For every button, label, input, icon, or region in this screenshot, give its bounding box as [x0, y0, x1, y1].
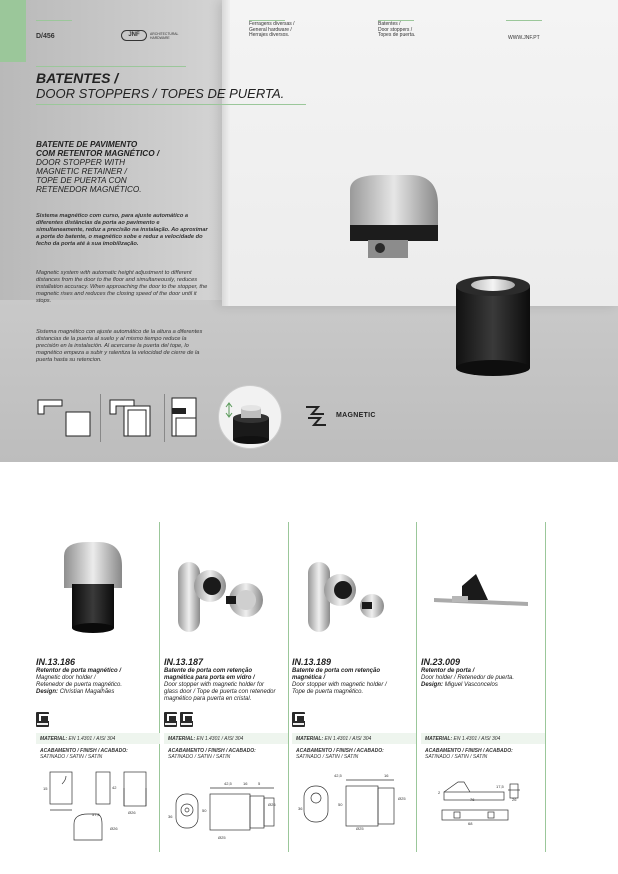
header-rule: [36, 20, 72, 21]
product-name: magnética para porta em vidro /: [164, 675, 255, 681]
magnetic-badge-icon: [292, 712, 305, 727]
product-name: magnética /: [292, 675, 326, 681]
product-name-es: glass door / Tope de puerta con retenedor: [164, 689, 276, 695]
product-name-en: Door stopper with magnetic holder for: [164, 682, 265, 688]
product-name-es: Retenedor de puerta magnético.: [36, 682, 123, 688]
dimension: 17,5: [496, 784, 504, 789]
dimension: 5: [258, 781, 261, 786]
material-label: MATERIAL:: [40, 736, 68, 742]
material-text: [296, 736, 371, 742]
column-divider: [416, 522, 417, 852]
product-code: IN.13.186: [36, 657, 76, 667]
logo-subtitle: ARCHITECTURAL HARDWARE: [150, 32, 179, 40]
product-name-en: Door stopper with magnetic holder /: [292, 682, 387, 688]
product-name-en: Magnetic door holder /: [36, 675, 96, 681]
material-value: EN 1.4301 / AISI 304: [453, 736, 501, 742]
dimension: 50: [202, 808, 207, 813]
green-corner-tab: [0, 0, 26, 62]
page-title: BATENTES /: [36, 70, 119, 86]
design-label: Design:: [36, 689, 59, 695]
description-es: Sistema magnético con ajuste automático de la altura a diferentes distancias de la puerta al suelo y al mismo tiempo reduce la precisión en la instalación. Al acercarse la puerta del tope, lo magnético empeza a subir y ralentiza la velocidad de cierre de la puerta hasta su retencion.: [36, 329, 203, 364]
divider: [164, 394, 165, 442]
description-pt: Sistema magnético com curso, para ajuste automático a diferentes distâncias da porta ao pavimento e simultaneamente, reduz a precisão na instalação. Ao aproximar a porta do batente, o magnético sobe e reduz a velocidade do fecho da porta até à sua imobilização.: [36, 213, 208, 248]
heading-line: MAGNETIC RETAINER /: [36, 167, 127, 176]
material-value: EN 1.4301 / AISI 304: [68, 736, 116, 742]
dimension: Ø25: [218, 835, 226, 840]
product-code: IN.13.187: [164, 657, 204, 667]
dimension: 36: [168, 814, 173, 819]
material-label: MATERIAL:: [296, 736, 324, 742]
product-name: Retentor de porta magnético /: [36, 668, 122, 674]
dimension: 42,5: [334, 773, 342, 778]
magnetic-label: MAGNETIC: [336, 412, 376, 419]
jnf-logo: JNF: [121, 30, 147, 41]
dimension: 57,5: [92, 812, 100, 817]
category-line: Herrajes diversos.: [249, 32, 290, 38]
category-line: Door stoppers /: [378, 26, 413, 33]
product-image-in-13-189: [300, 556, 406, 636]
dimension: Ø25: [398, 796, 406, 801]
detail-circle: [218, 385, 282, 449]
technical-drawing-3: [296, 776, 412, 842]
divider: [100, 394, 101, 442]
dimension: 36: [298, 806, 303, 811]
dimension: 68: [468, 821, 473, 826]
product-image-in-13-186: [58, 540, 128, 636]
dimension: 2: [438, 790, 441, 795]
column-divider: [288, 522, 289, 852]
technical-drawing-1: [40, 766, 150, 848]
product-name: Batente de porta com retenção: [164, 668, 253, 674]
dimension: 76: [470, 797, 475, 802]
finish-label: ACABAMENTO / FINISH / ACABADO:: [40, 748, 128, 754]
design-label: Design:: [421, 682, 444, 688]
dimension: 42,5: [224, 781, 232, 786]
product-name-es: Tope de puerta magnético.: [292, 689, 364, 695]
material-text: [168, 736, 243, 742]
finish-text: [40, 748, 128, 760]
glass-install-icon: [170, 396, 200, 440]
product-description: [292, 668, 416, 696]
heading-line: DOOR STOPPER WITH: [36, 158, 126, 167]
designer-name: Miguel Vasconcelos: [444, 682, 498, 688]
material-text: [425, 736, 500, 742]
heading-bold: COM RETENTOR MAGNÉTICO /: [36, 149, 160, 158]
dimension: Ø26: [128, 810, 136, 815]
category-stoppers: [378, 22, 415, 39]
finish-label: ACABAMENTO / FINISH / ACABADO:: [168, 748, 256, 754]
finish-label: ACABAMENTO / FINISH / ACABADO:: [296, 748, 384, 754]
finish-label: ACABAMENTO / FINISH / ACABADO:: [425, 748, 513, 754]
door-holder-image: [340, 170, 450, 265]
page-number: D/456: [36, 33, 55, 40]
stopper-detail-image: [219, 386, 283, 450]
dimension: 42: [112, 785, 117, 790]
magnetic-icon: [302, 404, 332, 430]
technical-drawing-4: [440, 776, 540, 826]
product-code: IN.13.189: [292, 657, 332, 667]
magnetic-badge-icon: [180, 712, 193, 727]
category-line: Topes de puerta.: [378, 32, 416, 38]
website-link[interactable]: WWW.JNF.PT: [508, 35, 540, 41]
dimension: Ø26: [110, 826, 118, 831]
material-label: MATERIAL:: [168, 736, 196, 742]
product-description: [164, 668, 288, 703]
column-divider: [545, 522, 546, 852]
finish-text: [425, 748, 513, 760]
material-text: [40, 736, 115, 742]
dimension: Ø26: [268, 802, 276, 807]
offset-install-icon: [108, 396, 160, 440]
category-line: Batentes /: [378, 21, 401, 27]
material-label: MATERIAL:: [425, 736, 453, 742]
technical-drawing-2: [168, 778, 284, 844]
floor-stopper-image: [448, 272, 538, 392]
dimension: 16: [243, 781, 248, 786]
material-value: EN 1.4301 / AISI 304: [196, 736, 244, 742]
finish-value: SATINADO / SATIN / SATIN: [168, 754, 231, 760]
designer-name: Christian Magalhães: [59, 689, 115, 695]
product-name: Retentor de porta /: [421, 668, 475, 674]
product-name-es: magnético para puerta en cristal.: [164, 696, 252, 702]
title-underline: [36, 104, 306, 105]
product-description: [36, 668, 160, 696]
heading-line: RETENEDOR MAGNÉTICO.: [36, 185, 142, 194]
page-subtitle: DOOR STOPPERS / TOPES DE PUERTA.: [36, 86, 285, 101]
magnetic-badge-icon: [36, 712, 49, 727]
header-rule: [506, 20, 542, 21]
finish-text: [296, 748, 384, 760]
floor-install-icon: [36, 396, 96, 440]
door-edge: [222, 0, 230, 306]
title-rule: [36, 66, 186, 67]
finish-value: SATINADO / SATIN / SATIN: [425, 754, 488, 760]
dimension: 50: [338, 802, 343, 807]
heading-bold: BATENTE DE PAVIMENTO: [36, 140, 138, 149]
product-image-in-23-009: [432, 572, 532, 612]
dimension: Ø25: [356, 826, 364, 831]
description-en: Magnetic system with automatic height adjustment to different distances from the door to the floor and simultaneously, reduces installation accuracy. When approaching the door to the stopper, the magnetic rises and reduces the closing speed of the door until it stops.: [36, 270, 208, 305]
finish-text: [168, 748, 256, 760]
product-code: IN.23.009: [421, 657, 461, 667]
glass-badge-icon: [164, 712, 177, 727]
dimension: 16: [384, 773, 389, 778]
category-general: [249, 22, 295, 39]
product-description: [421, 668, 545, 689]
material-value: EN 1.4301 / AISI 304: [324, 736, 372, 742]
category-line: Ferragens diversas /: [249, 21, 295, 27]
product-name-en: Door holder / Retenedor de puerta.: [421, 675, 515, 681]
finish-value: SATINADO / SATIN / SATIN: [40, 754, 103, 760]
heading-line: TOPE DE PUERTA CON: [36, 176, 127, 185]
finish-value: SATINADO / SATIN / SATIN: [296, 754, 359, 760]
dimension: 26: [512, 797, 517, 802]
product-heading: [36, 140, 216, 194]
product-image-in-13-187: [172, 556, 278, 636]
dimension: 15: [43, 786, 48, 791]
product-name: Batente de porta com retenção: [292, 668, 381, 674]
category-line: General hardware /: [249, 26, 292, 33]
